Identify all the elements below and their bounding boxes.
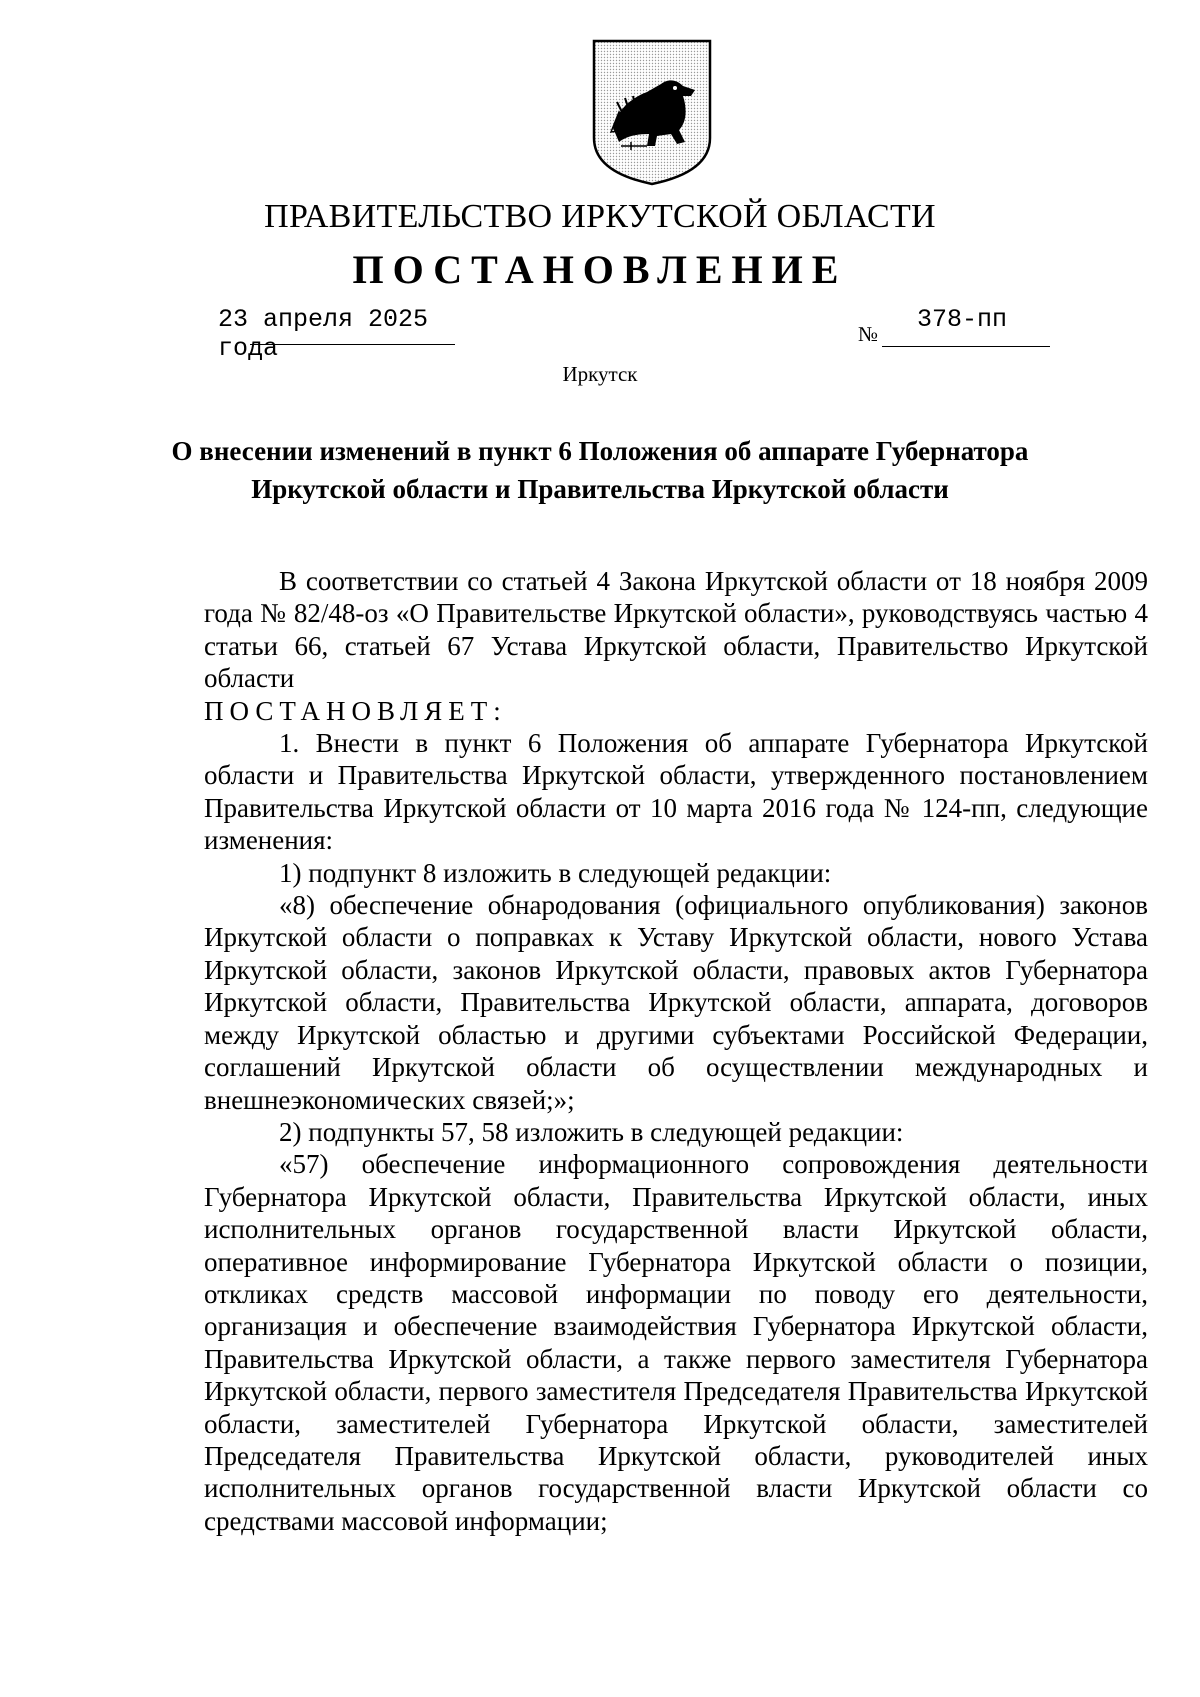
government-name: ПРАВИТЕЛЬСТВО ИРКУТСКОЙ ОБЛАСТИ [264,198,936,235]
document-body [204,565,1148,1537]
irkutsk-coat-of-arms-icon [591,38,713,186]
document-subject: О внесении изменений в пункт 6 Положения об аппарате Губернатора Иркутской области и Правительства Иркутской области [171,436,1029,504]
number-sign: № [858,322,879,346]
number-underline [882,346,1050,347]
body-paragraph: «8) обеспечение обнародования (официального опубликования) законов Иркутской области о поправках к Уставу Иркутской области, нового Устава Иркутской области, законов Иркутской области, правовых актов Губернатора Иркутской области, Правительства Иркутской области, аппарата, договоров между Иркутской областью и другими субъектами Российской Федерации, соглашений Иркутской области об осуществлении международных и внешнеэкономических связей;»; [204,890,1148,1115]
body-paragraph: 1) подпункт 8 изложить в следующей редакции: [279,857,832,888]
city-name: Иркутск [562,362,638,386]
document-type-heading: ПОСТАНОВЛЕНИЕ [352,247,848,292]
preamble-paragraph: В соответствии со статьей 4 Закона Иркутской области от 18 ноября 2009 года № 82/48-оз «О Правительстве Иркутской области», руководствуясь частью 4 статьи 66, статьей 67 Устава Иркутской области, Правительство Иркутской области [204,566,1148,694]
body-paragraph: «57) обеспечение информационного сопровождения деятельности Губернатора Иркутской области, Правительства Иркутской области, иных исполнительных органов государственной власти Иркутской области, оперативное информирование Губернатора Иркутской области о позиции, откликах средств массовой информации по поводу его деятельности, организация и обеспечение взаимодействия Губернатора Иркутской области, Правительства Иркутской области, а также первого заместителя Губернатора Иркутской области, первого заместителя Председателя Правительства Иркутской области, заместителей Губернатора Иркутской области, заместителей Председателя Правительства Иркутской области, руководителей иных исполнительных органов государственной власти Иркутской области со средствами массовой информации; [204,1149,1148,1536]
resolves-line: ПОСТАНОВЛЯЕТ: [204,695,507,726]
document-number: 378-пп [917,305,1008,334]
document-date: 23 апреля 2025 года [218,305,429,363]
body-paragraph: 2) подпункты 57, 58 изложить в следующей редакции: [279,1116,904,1147]
date-underline [250,344,455,345]
body-paragraph: 1. Внести в пункт 6 Положения об аппарате Губернатора Иркутской области и Правительства Иркутской области, утвержденного постановлением Правительства Иркутской области от 10 марта 2016 года № 124-пп, следующие изменения: [204,728,1148,856]
